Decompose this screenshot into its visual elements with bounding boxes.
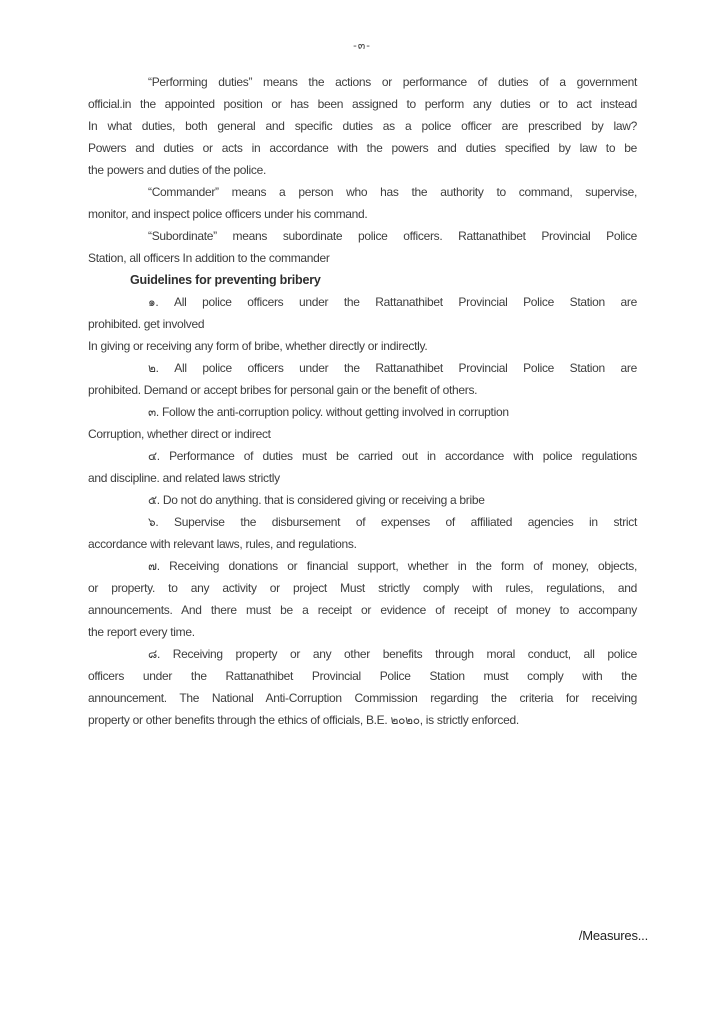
text-line: the report every time. bbox=[88, 625, 195, 639]
paragraph bbox=[88, 401, 637, 445]
text-line: ๑. All police officers under the Rattanathibet Provincial Police Station are bbox=[148, 295, 637, 309]
text-line: ๓. Follow the anti-corruption policy. without getting involved in corruption bbox=[148, 405, 509, 419]
paragraph bbox=[88, 181, 637, 225]
text-line: accordance with relevant laws, rules, and regulations. bbox=[88, 537, 357, 551]
paragraph bbox=[88, 511, 637, 555]
paragraph bbox=[88, 555, 637, 643]
paragraph bbox=[88, 445, 637, 489]
document-body bbox=[88, 71, 637, 731]
text-line: ๔. Performance of duties must be carried out in accordance with police regulations bbox=[148, 449, 637, 463]
text-line: ๘. Receiving property or any other benefits through moral conduct, all police bbox=[148, 647, 637, 661]
text-line: ๕. Do not do anything. that is considered giving or receiving a bribe bbox=[148, 493, 485, 507]
text-line: and discipline. and related laws strictly bbox=[88, 471, 280, 485]
text-line: monitor, and inspect police officers under his command. bbox=[88, 207, 368, 221]
text-line: “Commander” means a person who has the authority to command, supervise, bbox=[148, 185, 637, 199]
text-line: Powers and duties or acts in accordance with the powers and duties specified by law to be bbox=[88, 141, 637, 155]
section-heading: Guidelines for preventing bribery bbox=[130, 273, 321, 287]
text-line: ๖. Supervise the disbursement of expenses of affiliated agencies in strict bbox=[148, 515, 637, 529]
text-line: official.in the appointed position or has been assigned to perform any duties or to act instead bbox=[88, 97, 637, 111]
text-line: prohibited. get involved bbox=[88, 317, 205, 331]
paragraph bbox=[88, 291, 637, 357]
paragraph bbox=[88, 489, 637, 511]
text-line: the powers and duties of the police. bbox=[88, 163, 266, 177]
continuation-note: /Measures... bbox=[578, 928, 648, 943]
paragraph bbox=[88, 643, 637, 731]
page-number: -๓- bbox=[353, 40, 371, 52]
text-line: officers under the Rattanathibet Provincial Police Station must comply with the bbox=[88, 669, 637, 683]
text-line: Station, all officers In addition to the commander bbox=[88, 251, 330, 265]
text-line: In what duties, both general and specific duties as a police officer are prescribed by law? bbox=[88, 119, 637, 133]
text-line: announcements. And there must be a receipt or evidence of receipt of money to accompany bbox=[88, 603, 637, 617]
text-line: announcement. The National Anti-Corruption Commission regarding the criteria for receiving bbox=[88, 691, 637, 705]
text-line: Corruption, whether direct or indirect bbox=[88, 427, 271, 441]
paragraph bbox=[88, 225, 637, 269]
text-line: “Subordinate” means subordinate police officers. Rattanathibet Provincial Police bbox=[148, 229, 637, 243]
text-line: ๗. Receiving donations or financial support, whether in the form of money, objects, bbox=[148, 559, 637, 573]
text-line: “Performing duties” means the actions or performance of duties of a government bbox=[148, 75, 637, 89]
text-line: In giving or receiving any form of bribe, whether directly or indirectly. bbox=[88, 339, 428, 353]
text-line: ๒. All police officers under the Rattanathibet Provincial Police Station are bbox=[148, 361, 637, 375]
text-line: or property. to any activity or project Must strictly comply with rules, regulations, and bbox=[88, 581, 637, 595]
text-line: property or other benefits through the ethics of officials, B.E. ๒๐๒๐, is strictly enforced. bbox=[88, 713, 519, 727]
paragraph bbox=[88, 357, 637, 401]
paragraph bbox=[88, 71, 637, 181]
text-line: prohibited. Demand or accept bribes for personal gain or the benefit of others. bbox=[88, 383, 478, 397]
